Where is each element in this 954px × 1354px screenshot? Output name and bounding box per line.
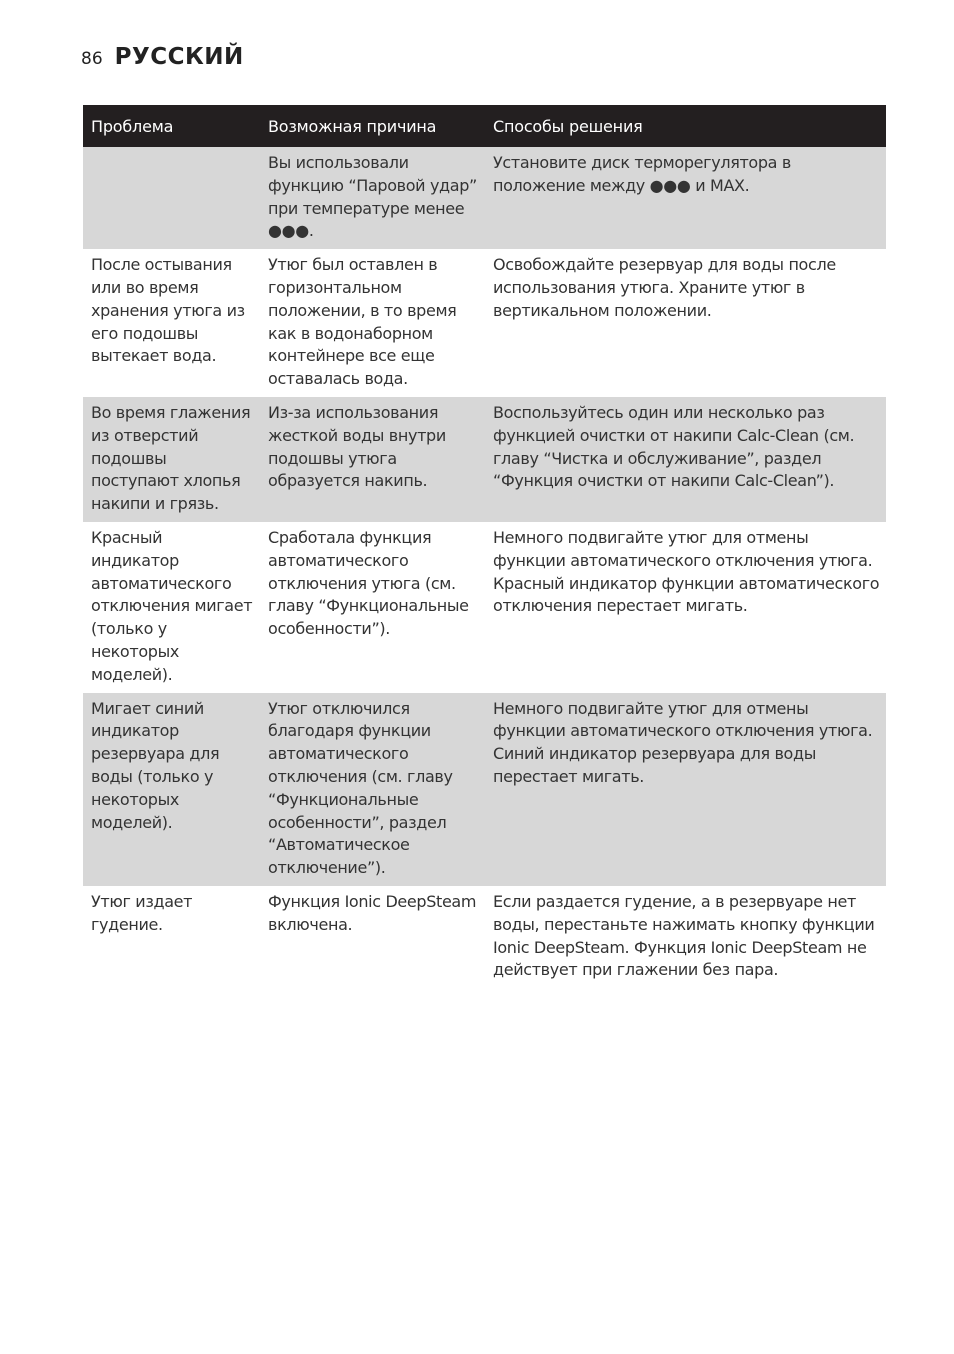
table-header-row xyxy=(83,105,886,147)
table-row xyxy=(83,886,886,988)
table-row xyxy=(83,522,886,693)
table-header xyxy=(83,105,886,147)
cell-cause: Функция Ionic DeepSteam включена. xyxy=(260,886,485,988)
column-header-problem: Проблема xyxy=(83,105,260,147)
cell-solution: Немного подвигайте утюг для отмены функции автоматического отключения утюга. Синий индикатор резервуара для воды перестает мигать. xyxy=(485,693,886,886)
cell-cause: Утюг отключился благодаря функции автоматического отключения (см. главу “Функциональные особенности”, раздел “Автоматическое отключение”). xyxy=(260,693,485,886)
troubleshooting-table xyxy=(83,105,886,988)
cell-cause: Утюг был оставлен в горизонтальном положении, в то время как в водонаборном контейнере все еще оставалась вода. xyxy=(260,249,485,397)
cell-solution: Освобождайте резервуар для воды после использования утюга. Храните утюг в вертикальном положении. xyxy=(485,249,886,397)
column-header-cause: Возможная причина xyxy=(260,105,485,147)
column-header-solution: Способы решения xyxy=(485,105,886,147)
cell-solution: Немного подвигайте утюг для отмены функции автоматического отключения утюга. Красный индикатор функции автоматического отключения перестает мигать. xyxy=(485,522,886,693)
table-row xyxy=(83,693,886,886)
cell-problem: Мигает синий индикатор резервуара для воды (только у некоторых моделей). xyxy=(83,693,260,886)
cell-cause: Сработала функция автоматического отключения утюга (см. главу “Функциональные особенности”). xyxy=(260,522,485,693)
cell-solution: Установите диск терморегулятора в положение между ●●● и MAX. xyxy=(485,147,886,249)
cell-solution: Воспользуйтесь один или несколько раз функцией очистки от накипи Calc-Clean (см. главу “Чистка и обслуживание”, раздел “Функция очистки от накипи Calc-Clean”). xyxy=(485,397,886,522)
page-number: 86 xyxy=(81,49,103,69)
table-row xyxy=(83,249,886,397)
cell-solution: Если раздается гудение, а в резервуаре нет воды, перестаньте нажимать кнопку функции Ionic DeepSteam. Функция Ionic DeepSteam не действует при глажении без пара. xyxy=(485,886,886,988)
table-row xyxy=(83,147,886,249)
cell-cause: Из-за использования жесткой воды внутри подошвы утюга образуется накипь. xyxy=(260,397,485,522)
cell-problem: Утюг издает гудение. xyxy=(83,886,260,988)
cell-problem: После остывания или во время хранения утюга из его подошвы вытекает вода. xyxy=(83,249,260,397)
cell-cause: Вы использовали функцию “Паровой удар” при температуре менее ●●●. xyxy=(260,147,485,249)
cell-problem xyxy=(83,147,260,249)
cell-problem: Во время глажения из отверстий подошвы поступают хлопья накипи и грязь. xyxy=(83,397,260,522)
page-language-title: РУССКИЙ xyxy=(114,44,244,70)
page-header xyxy=(81,44,244,70)
table-row xyxy=(83,397,886,522)
table-body xyxy=(83,147,886,988)
cell-problem: Красный индикатор автоматического отключения мигает (только у некоторых моделей). xyxy=(83,522,260,693)
